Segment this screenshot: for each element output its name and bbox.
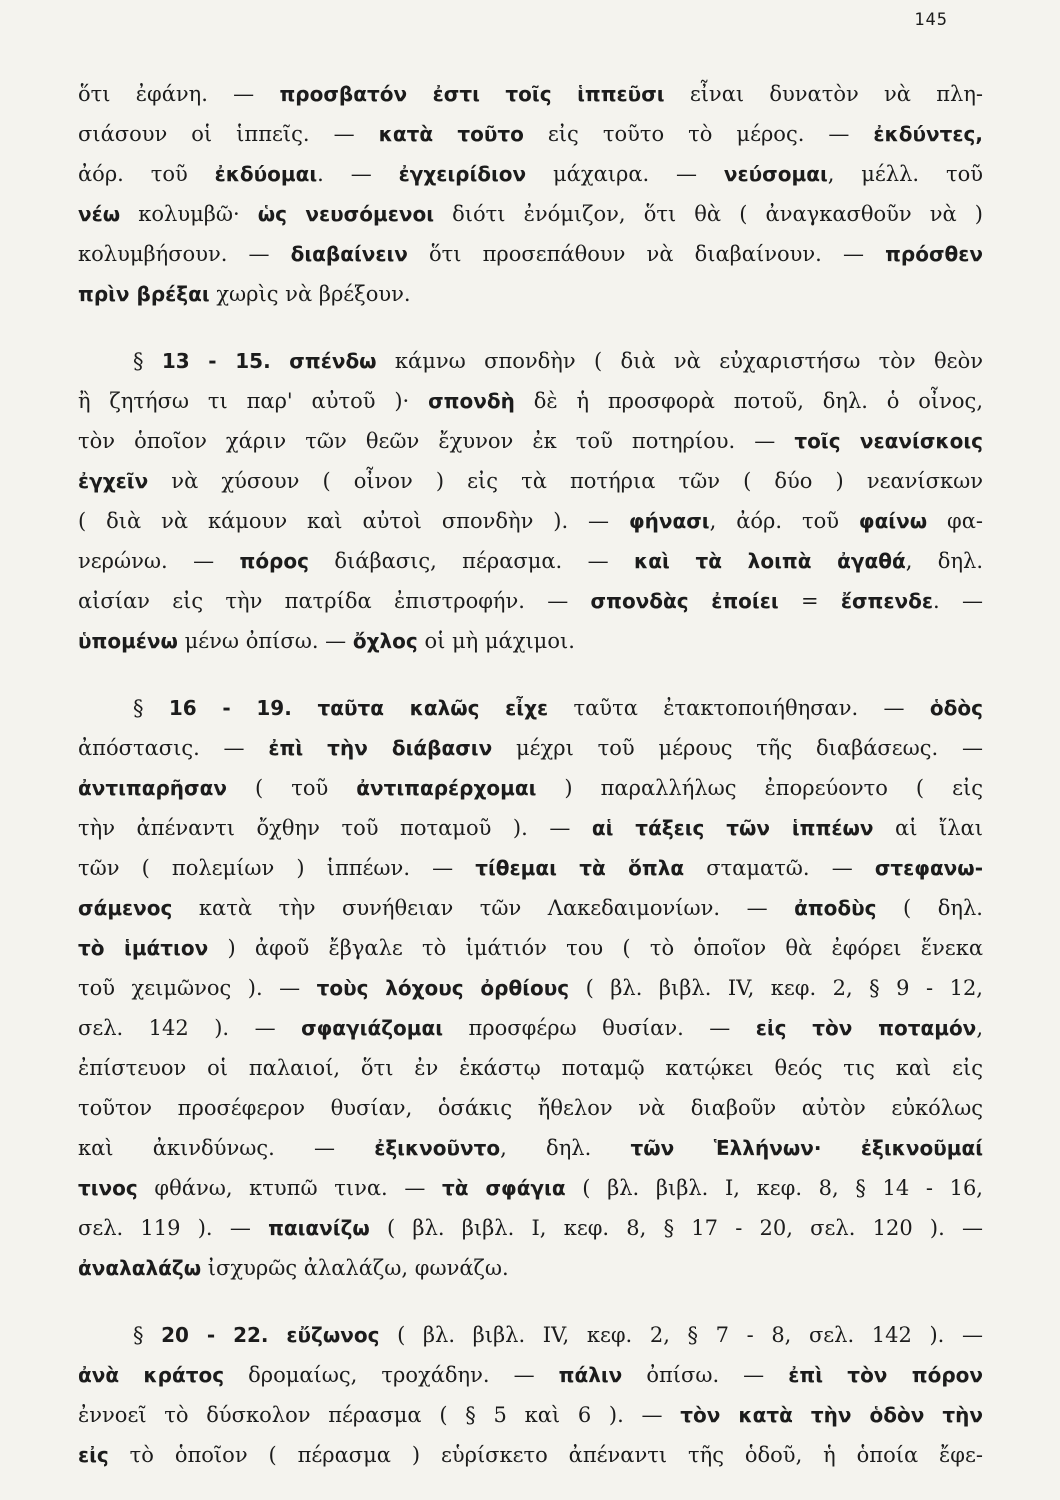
- paragraph-3: [78, 688, 983, 1288]
- paragraph-2: [78, 341, 983, 661]
- text-line: αἰσίαν εἰς τὴν πατρίδα ἐπιστροφήν. — σπονδὰς ἐποίει = ἔσπενδε. —: [78, 589, 983, 613]
- text-line: τὸν ὁποῖον χάριν τῶν θεῶν ἔχυνον ἐκ τοῦ ποτηρίου. — τοῖς νεανίσκοις: [78, 429, 983, 453]
- text-line: ὑπομένω μένω ὀπίσω. — ὄχλος οἱ μὴ μάχιμοι.: [78, 629, 575, 653]
- text-line: τὸ ἱμάτιον ) ἀφοῦ ἔβγαλε τὸ ἱμάτιόν του ( τὸ ὁποῖον θὰ ἐφόρει ἕνεκα: [78, 936, 983, 960]
- text-line: ἀπόστασις. — ἐπὶ τὴν διάβασιν μέχρι τοῦ μέρους τῆς διαβάσεως. —: [78, 736, 983, 760]
- text-line: σελ. 142 ). — σφαγιάζομαι προσφέρω θυσίαν. — εἰς τὸν ποταμόν,: [78, 1016, 983, 1040]
- text-line: καὶ ἀκινδύνως. — ἐξικνοῦντο, δηλ. τῶν Ἑλλήνων· ἐξικνοῦμαί: [78, 1136, 983, 1160]
- paragraph-1: [78, 74, 983, 314]
- text-line: σελ. 119 ). — παιανίζω ( βλ. βιβλ. I, κεφ. 8, § 17 - 20, σελ. 120 ). —: [78, 1216, 984, 1240]
- text-line: § 16 - 19. ταῦτα καλῶς εἶχε ταῦτα ἐτακτοποιήθησαν. — ὁδὸς: [133, 696, 983, 720]
- text-line: σιάσουν οἱ ἱππεῖς. — κατὰ τοῦτο εἰς τοῦτο τὸ μέρος. — ἐκδύντες,: [78, 122, 983, 146]
- text-line: ἐπίστευον οἱ παλαιοί, ὅτι ἐν ἑκάστῳ ποταμῷ κατῴκει θεός τις καὶ εἰς: [78, 1056, 983, 1080]
- text-line: νερώνω. — πόρος διάβασις, πέρασμα. — καὶ τὰ λοιπὰ ἀγαθά, δηλ.: [78, 549, 984, 573]
- page-number: 145: [914, 10, 948, 30]
- text-line: τῶν ( πολεμίων ) ἱππέων. — τίθεμαι τὰ ὅπλα σταματῶ. — στεφανω-: [78, 856, 983, 880]
- text-line: τοῦ χειμῶνος ). — τοὺς λόχους ὀρθίους ( βλ. βιβλ. IV, κεφ. 2, § 9 - 12,: [78, 976, 983, 1000]
- text-line: εἰς τὸ ὁποῖον ( πέρασμα ) εὑρίσκετο ἀπέναντι τῆς ὁδοῦ, ἡ ὁποία ἔφε-: [78, 1443, 983, 1467]
- text-line: ἐγχεῖν νὰ χύσουν ( οἶνον ) εἰς τὰ ποτήρια τῶν ( δύο ) νεανίσκων: [78, 469, 983, 493]
- text-line: νέω κολυμβῶ· ὡς νευσόμενοι διότι ἐνόμιζον, ὅτι θὰ ( ἀναγκασθοῦν νὰ ): [78, 202, 983, 226]
- text-line: πρὶν βρέξαι χωρὶς νὰ βρέξουν.: [78, 282, 411, 306]
- text-line: ἀνὰ κράτος δρομαίως, τροχάδην. — πάλιν ὀπίσω. — ἐπὶ τὸν πόρον: [78, 1363, 983, 1387]
- text-line: τὴν ἀπέναντι ὄχθην τοῦ ποταμοῦ ). — αἱ τάξεις τῶν ἱππέων αἱ ἴλαι: [78, 816, 983, 840]
- text-line: ( διὰ νὰ κάμουν καὶ αὐτοὶ σπονδὴν ). — φήνασι, ἀόρ. τοῦ φαίνω φα-: [78, 509, 984, 533]
- text-line: § 13 - 15. σπένδω κάμνω σπονδὴν ( διὰ νὰ εὐχαριστήσω τὸν θεὸν: [133, 349, 983, 373]
- text-line: ἀντιπαρῆσαν ( τοῦ ἀντιπαρέρχομαι ) παραλλήλως ἐπορεύοντο ( εἰς: [78, 776, 983, 800]
- text-line: ἢ ζητήσω τι παρ' αὐτοῦ )· σπονδὴ δὲ ἡ προσφορὰ ποτοῦ, δηλ. ὁ οἶνος,: [78, 389, 983, 413]
- text-line: κολυμβήσουν. — διαβαίνειν ὅτι προσεπάθουν νὰ διαβαίνουν. — πρόσθεν: [78, 242, 984, 266]
- text-line: ἀναλαλάζω ἰσχυρῶς ἀλαλάζω, φωνάζω.: [78, 1256, 509, 1280]
- text-line: ὅτι ἐφάνη. — προσβατόν ἐστι τοῖς ἱππεῦσι εἶναι δυνατὸν νὰ πλη-: [78, 82, 983, 106]
- text-line: σάμενος κατὰ τὴν συνήθειαν τῶν Λακεδαιμονίων. — ἀποδὺς ( δηλ.: [78, 896, 983, 920]
- text-line: τοῦτον προσέφερον θυσίαν, ὁσάκις ἤθελον νὰ διαβοῦν αὐτὸν εὐκόλως: [78, 1096, 983, 1120]
- paragraph-4: [78, 1315, 983, 1475]
- text-line: ἀόρ. τοῦ ἐκδύομαι. — ἐγχειρίδιον μάχαιρα. — νεύσομαι, μέλλ. τοῦ: [78, 162, 983, 186]
- text-line: τινος φθάνω, κτυπῶ τινα. — τὰ σφάγια ( βλ. βιβλ. I, κεφ. 8, § 14 - 16,: [78, 1176, 983, 1200]
- text-line: § 20 - 22. εὔζωνος ( βλ. βιβλ. IV, κεφ. 2, § 7 - 8, σελ. 142 ). —: [133, 1323, 983, 1347]
- text-line: ἐννοεῖ τὸ δύσκολον πέρασμα ( § 5 καὶ 6 ). — τὸν κατὰ τὴν ὁδὸν τὴν: [78, 1403, 983, 1427]
- body-text: [78, 74, 983, 1475]
